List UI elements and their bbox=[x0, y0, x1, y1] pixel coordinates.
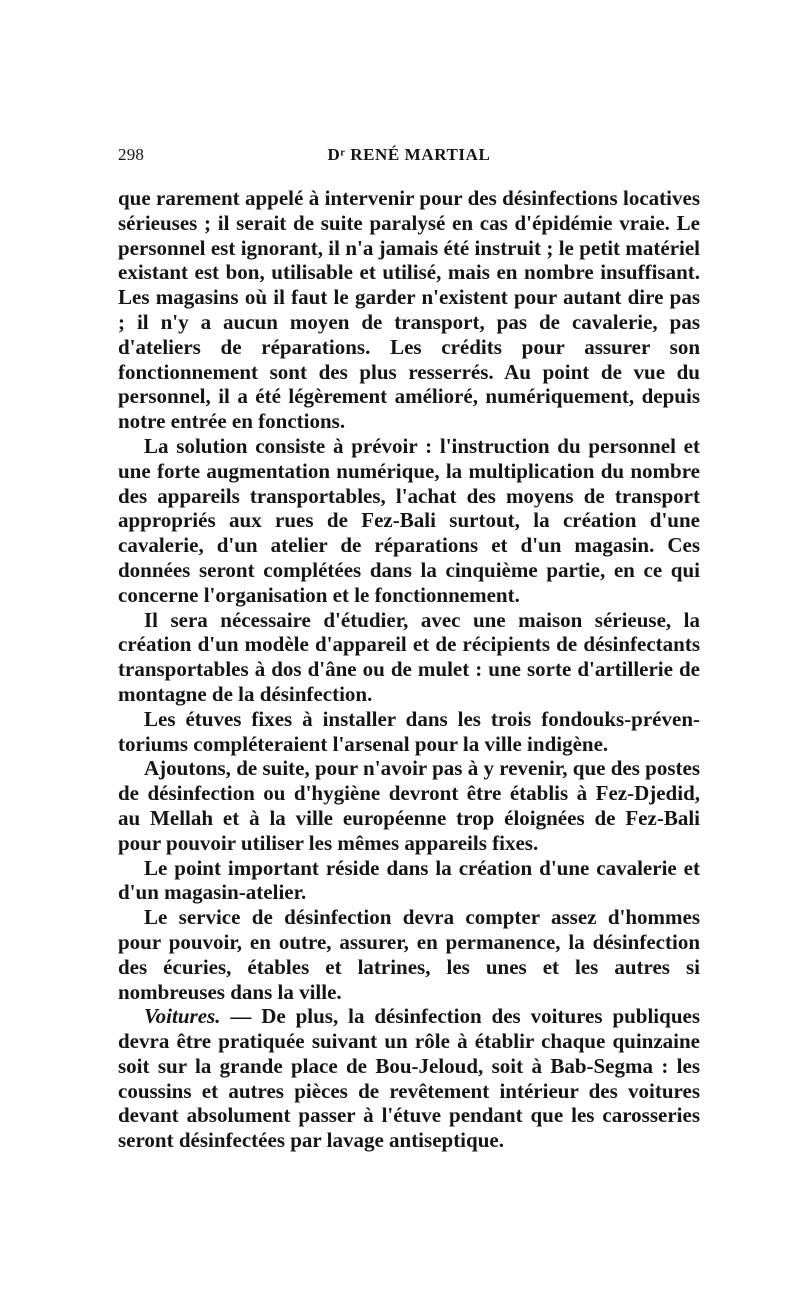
paragraph-voitures bbox=[118, 1004, 700, 1153]
running-head: Dʳ RENÉ MARTIAL bbox=[327, 145, 491, 164]
paragraph: Il sera nécessaire d'étudier, avec une maison sérieuse, la création d'un modèle d'appareil et de récipients de désinfectants transportables à dos d'âne ou de mulet : une sorte d'artillerie de montagne de la désinfection. bbox=[118, 607, 700, 706]
paragraph: Ajoutons, de suite, pour n'avoir pas à y revenir, que des postes de désinfection ou d'hygiène devront être établis à Fez-Djedid, au Mellah et à la ville européenne trop éloignées de Fez-Bali pour pouvoir utiliser les mêmes appareils fixes. bbox=[118, 756, 700, 855]
paragraph: que rarement appelé à intervenir pour des désinfections locatives sérieuses ; il serait de suite paralysé en cas d'épidémie vraie. Le personnel est ignorant, il n'a jamais été instruit ; le petit matériel existant est bon, utilisable et utilisé, mais en nombre insuffisant. Les magasins où il faut le garder n'existent pour autant dire pas ; il n'y a aucun moyen de transport, pas de cavalerie, pas d'ateliers de réparations. Les crédits pour assurer son fonctionnement sont des plus resserrés. Au point de vue du personnel, il a été légèrement amélioré, numériquement, depuis notre entrée en fonctions. bbox=[118, 186, 700, 434]
paragraph-lead: Voitures. bbox=[144, 1004, 221, 1029]
page-header bbox=[118, 145, 700, 171]
paragraph: Les étuves fixes à installer dans les trois fondouks-préventoriums compléteraient l'arsenal pour la ville indigène. bbox=[118, 706, 700, 756]
page-number: 298 bbox=[118, 145, 145, 164]
paragraph: La solution consiste à prévoir : l'instruction du personnel et une forte augmentation numérique, la multiplication du nombre des appareils transportables, l'achat des moyens de transport appropriés aux rues de Fez-Bali surtout, la création d'une cavalerie, d'un atelier de réparations et d'un magasin. Ces données seront complétées dans la cinquième partie, en ce qui concerne l'organisation et le fonctionnement. bbox=[118, 433, 700, 607]
paragraph-text: — De plus, la désinfection des voitures publiques devra être pratiquée suivant un rôle à établir chaque quinzaine soit sur la grande place de Bou-Jeloud, soit à Bab-Segma : les coussins et autres pièces de revêtement intérieur des voitures devant absolument passer à l'étuve pendant que les carosseries seront désinfectées par lavage antiseptique. bbox=[118, 1004, 700, 1153]
paragraph: Le service de désinfection devra compter assez d'hommes pour pouvoir, en outre, assurer, en permanence, la désinfection des écuries, étables et latrines, les unes et les autres si nombreuses dans la ville. bbox=[118, 905, 700, 1004]
body-text bbox=[118, 186, 700, 1153]
paragraph: Le point important réside dans la création d'une cavalerie et d'un magasin-atelier. bbox=[118, 855, 700, 905]
